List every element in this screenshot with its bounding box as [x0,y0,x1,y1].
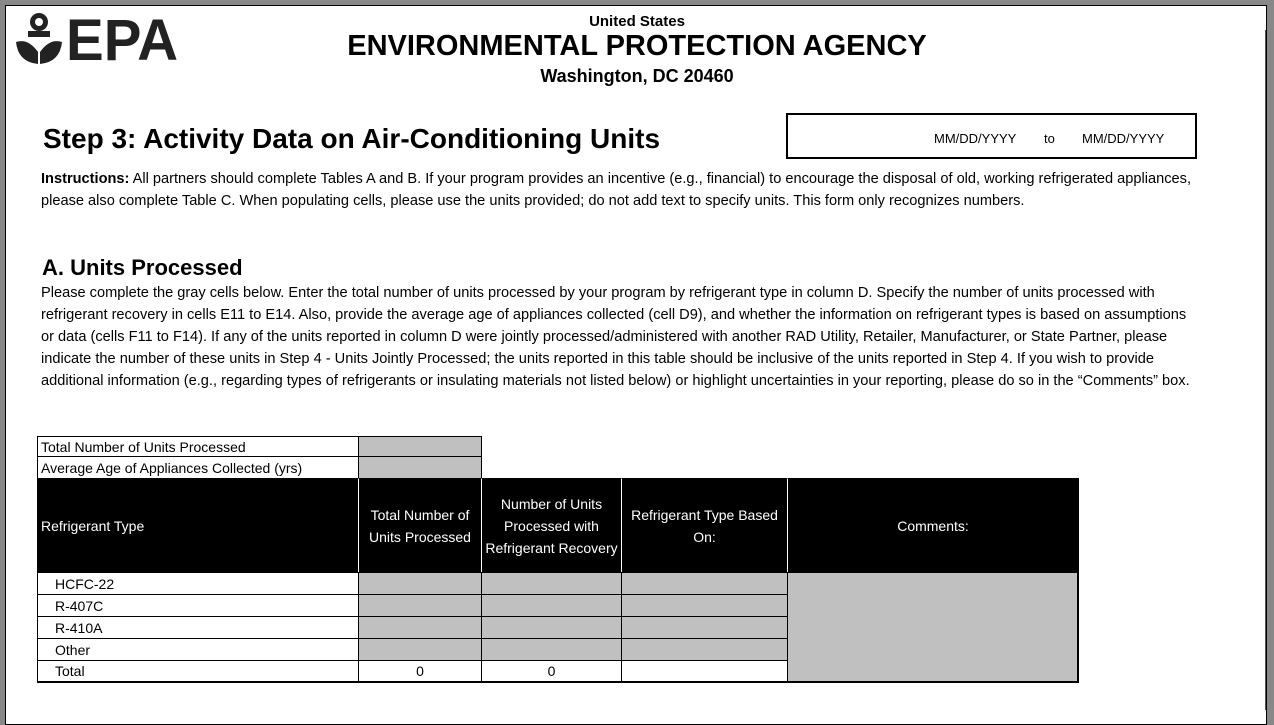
instructions-text: All partners should complete Tables A and B. If your program provides an incentive (e.g., financial) to encourage the disposal of old, working refrigerated appliances, please also complete Table C. When populating cells, please use the units provided; do not add text to specify units. This form only recognizes numbers. [41,171,1192,209]
total-recovery-value: 0 [481,660,622,683]
date-separator: to [1044,131,1055,146]
summary-label: Average Age of Appliances Collected (yrs) [37,456,359,479]
comments-input[interactable] [787,572,1079,683]
header-type-based-on: Refrigerant Type Based On: [621,478,788,573]
total-based-on-cell [621,660,788,683]
row-label-r-407c: R-407C [37,594,359,617]
hcfc-22-units-input[interactable] [358,572,482,595]
row-label-total: Total [37,660,359,683]
reporting-period-box[interactable] [786,113,1197,159]
r-410a-recovery-input[interactable] [481,616,622,639]
instructions-label: Instructions: [41,171,130,187]
page-edge [1265,30,1266,710]
header-comments: Comments: [787,478,1079,573]
summary-label: Total Number of Units Processed [37,436,359,457]
section-a-text: Please complete the gray cells below. Enter the total number of units processed by your program by refrigerant type in column D. Specify the number of units processed with refrigerant recovery in cells E11 to E14. Also, provide the average age of appliances collected (cell D9), and whether the information on refrigerant types is based on assumptions or data (cells F11 to F14). If any of the units reported in column D were jointly processed/administered with another RAD Utility, Retailer, Manufacturer, or State Partner, please indicate the number of these units in Step 4 - Units Jointly Processed; the units reported in this table should be inclusive of the units reported in Step 4. If you wish to provide additional information (e.g., regarding types of refrigerants or insulating materials not listed below) or highlight uncertainties in your reporting, please do so in the “Comments” box. [41,285,1190,389]
row-label-other: Other [37,638,359,661]
r-410a-units-input[interactable] [358,616,482,639]
row-label-hcfc-22: HCFC-22 [37,572,359,595]
instructions [41,168,1211,212]
row-label-r-410a: R-410A [37,616,359,639]
other-based-on-input[interactable] [621,638,788,661]
hcfc-22-based-on-input[interactable] [621,572,788,595]
total-units-input[interactable] [358,436,482,457]
header-refrigerant-type: Refrigerant Type [37,478,359,573]
header-total-units: Total Number of Units Processed [358,478,482,573]
other-units-input[interactable] [358,638,482,661]
total-units-value: 0 [358,660,482,683]
start-date[interactable]: MM/DD/YYYY [934,131,1017,146]
header-units-recovery: Number of Units Processed with Refrigerant Recovery [481,478,622,573]
other-recovery-input[interactable] [481,638,622,661]
header-line1: United States [589,13,685,30]
svg-text:EPA: EPA [66,12,178,64]
r-407c-recovery-input[interactable] [481,594,622,617]
section-a-heading: A. Units Processed [42,255,243,280]
r-407c-based-on-input[interactable] [621,594,788,617]
r-410a-based-on-input[interactable] [621,616,788,639]
agency-address: Washington, DC 20460 [540,66,734,86]
end-date[interactable]: MM/DD/YYYY [1082,131,1165,146]
r-407c-units-input[interactable] [358,594,482,617]
average-age-input[interactable] [358,456,482,479]
agency-name: ENVIRONMENTAL PROTECTION AGENCY [347,30,927,62]
hcfc-22-recovery-input[interactable] [481,572,622,595]
page-title: Step 3: Activity Data on Air-Conditioning Units [43,123,661,154]
